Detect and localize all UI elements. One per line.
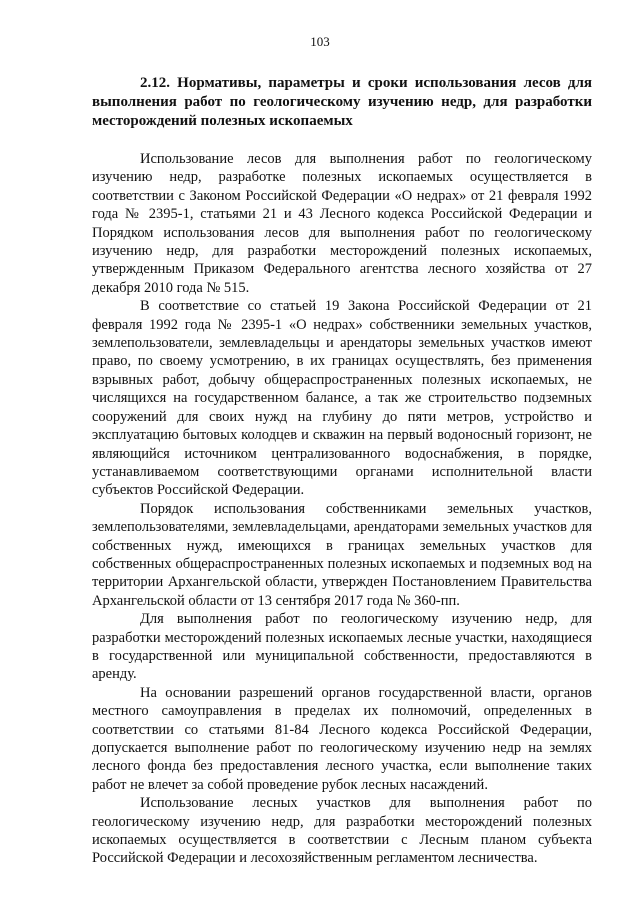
paragraph: Порядок использования собственниками земельных участков, землепользователями, землевладельцами, арендаторами земельных участков для собственных нужд, имеющихся в границах земельных участков для собственных общераспространенных полезных ископаемых и подземных вод на территории Архангельской области, утвержден Постановлением Правительства Архангельской области от 13 сентября 2017 года № 360-пп.	[92, 500, 592, 609]
paragraph: На основании разрешений органов государственной власти, органов местного самоуправления в пределах их полномочий, определенных в соответствии со статьями 81-84 Лесного кодекса Российской Федерации, допускается выполнение работ по геологическому изучению недр на землях лесного фонда без предоставления лесного участка, если выполнение таких работ не влечет за собой проведение рубок лесных насаждений.	[92, 684, 592, 793]
paragraph: Использование лесов для выполнения работ по геологическому изучению недр, разработке полезных ископаемых осуществляется в соответствии с Законом Российской Федерации «О недрах» от 21 февраля 1992 года № 2395-1, статьями 21 и 43 Лесного кодекса Российской Федерации и Порядком использования лесов для выполнения работ по геологическому изучению недр, для разработки месторождений полезных ископаемых, утвержденным Приказом Федерального агентства лесного хозяйства от 27 декабря 2010 года № 515.	[92, 151, 592, 296]
document-body	[92, 74, 592, 868]
page-number: 103	[310, 34, 330, 49]
paragraph: В соответствие со статьей 19 Закона Российской Федерации от 21 февраля 1992 года № 2395-1 «О недрах» собственники земельных участков, землепользователи, землевладельцы и арендаторы земельных участков имеют право, по своему усмотрению, в их границах осуществлять, без применения взрывных работ, добычу общераспространенных полезных ископаемых, не числящихся на государственном балансе, а так же строительство подземных сооружений для своих нужд на глубину до пяти метров, устройство и эксплуатацию бытовых колодцев и скважин на первый водоносный горизонт, не являющийся источником централизованного водоснабжения, в порядке, устанавливаемом соответствующими органами исполнительной власти субъектов Российской Федерации.	[92, 298, 592, 499]
paragraph: Использование лесных участков для выполнения работ по геологическому изучению недр, для разработки месторождений полезных ископаемых осуществляется в соответствии с Лесным планом субъекта Российской Федерации и лесохозяйственным регламентом лесничества.	[92, 795, 592, 867]
section-heading: 2.12. Нормативы, параметры и сроки использования лесов для выполнения работ по геологическому изучению недр, для разработки месторождений полезных ископаемых	[92, 75, 592, 129]
paragraph: Для выполнения работ по геологическому изучению недр, для разработки месторождений полезных ископаемых лесные участки, находящиеся в государственной или муниципальной собственности, предоставляются в аренду.	[92, 611, 592, 683]
